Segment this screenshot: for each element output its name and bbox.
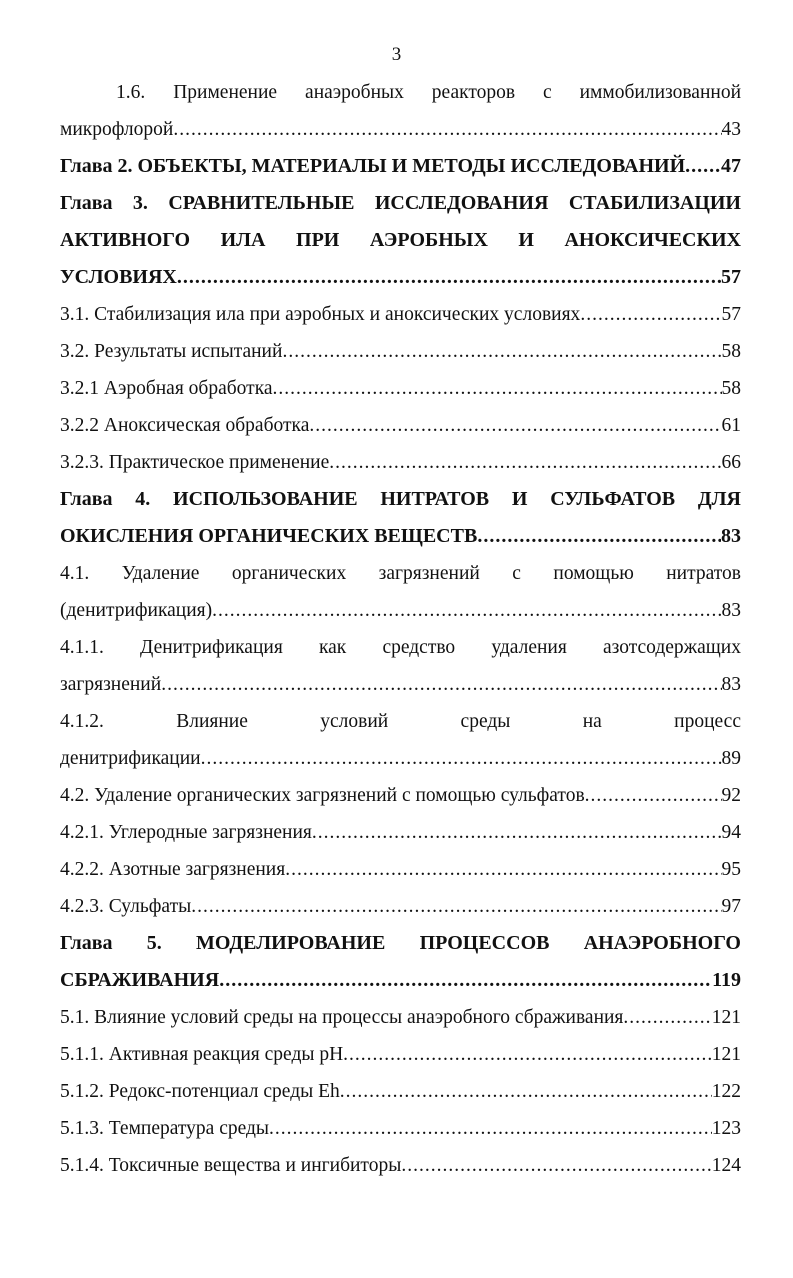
toc-entry-leader-line xyxy=(60,407,741,444)
toc-entry-title: УСЛОВИЯХ xyxy=(60,266,177,288)
toc-entry-title: 4.2.1. Углеродные загрязнения xyxy=(60,822,312,843)
toc-entry-page: 95 xyxy=(721,859,741,880)
toc-entry-line: 4.1. Удаление органических загрязнений с помощью нитратов xyxy=(60,563,741,584)
dot-leader xyxy=(177,259,721,296)
toc-entry-leader-line xyxy=(60,111,741,148)
toc-entry xyxy=(60,444,741,481)
toc-entry-leader-line xyxy=(60,851,741,888)
toc-entry xyxy=(60,1073,741,1110)
toc-entry-leader-line xyxy=(60,999,741,1036)
table-of-contents xyxy=(60,74,741,1184)
toc-entry-title: 5.1.3. Температура среды xyxy=(60,1118,270,1139)
toc-entry xyxy=(60,1036,741,1073)
toc-entry-page: 97 xyxy=(721,896,741,917)
dot-leader xyxy=(343,1036,712,1073)
toc-entry-title: 4.2.2. Азотные загрязнения xyxy=(60,859,286,880)
dot-leader xyxy=(477,518,721,555)
toc-entry-title: загрязнений xyxy=(60,674,162,695)
toc-entry-page: 57 xyxy=(721,266,741,288)
toc-entry-page: 43 xyxy=(721,119,741,140)
toc-entry xyxy=(60,370,741,407)
toc-entry-leader-line xyxy=(60,740,741,777)
toc-entry-title: 3.2. Результаты испытаний xyxy=(60,341,283,362)
toc-entry xyxy=(60,148,741,185)
toc-entry-leader-line xyxy=(60,444,741,481)
toc-entry-leader-line xyxy=(60,296,741,333)
toc-entry-leader-line xyxy=(60,666,741,703)
toc-entry-page: 123 xyxy=(711,1118,741,1139)
toc-entry-title: денитрификации xyxy=(60,748,201,769)
toc-entry-page: 58 xyxy=(721,378,741,399)
toc-entry-leader-line xyxy=(60,814,741,851)
toc-entry-title: 4.2. Удаление органических загрязнений с помощью сульфатов xyxy=(60,785,585,806)
dot-leader xyxy=(585,777,722,814)
dot-leader xyxy=(401,1147,711,1184)
toc-entry-leader-line xyxy=(60,1073,741,1110)
toc-entry-leader-line xyxy=(60,1110,741,1147)
toc-entry-page: 122 xyxy=(711,1081,741,1102)
toc-entry-title: 3.2.2 Аноксическая обработка xyxy=(60,415,310,436)
toc-entry xyxy=(60,814,741,851)
toc-entry xyxy=(60,1147,741,1184)
dot-leader xyxy=(285,851,721,888)
toc-entry-leader-line xyxy=(60,962,741,999)
toc-entry-page: 92 xyxy=(721,785,741,806)
dot-leader xyxy=(269,1110,712,1147)
dot-leader xyxy=(219,962,712,999)
toc-entry-leader-line xyxy=(60,777,741,814)
toc-entry-title: 4.2.3. Сульфаты xyxy=(60,896,192,917)
toc-entry-line: Глава 4. ИСПОЛЬЗОВАНИЕ НИТРАТОВ И СУЛЬФАТОВ ДЛЯ xyxy=(60,488,741,510)
toc-entry-line: 4.1.1. Денитрификация как средство удаления азотсодержащих xyxy=(60,637,741,658)
toc-entry-leader-line xyxy=(60,592,741,629)
dot-leader xyxy=(282,333,721,370)
toc-entry-page: 121 xyxy=(711,1044,741,1065)
toc-entry-page: 121 xyxy=(711,1007,741,1028)
toc-entry xyxy=(60,888,741,925)
toc-entry-title: 5.1.1. Активная реакция среды pH xyxy=(60,1044,344,1065)
toc-entry-title: ОКИСЛЕНИЯ ОРГАНИЧЕСКИХ ВЕЩЕСТВ xyxy=(60,525,478,547)
toc-entry-line: Глава 5. МОДЕЛИРОВАНИЕ ПРОЦЕССОВ АНАЭРОБНОГО xyxy=(60,932,741,954)
toc-entry-title: 3.2.3. Практическое применение xyxy=(60,452,330,473)
toc-entry-leader-line xyxy=(60,148,741,185)
toc-entry xyxy=(60,777,741,814)
toc-entry xyxy=(60,185,741,296)
toc-entry-page: 89 xyxy=(721,748,741,769)
dot-leader xyxy=(201,740,722,777)
toc-entry-title: 3.1. Стабилизация ила при аэробных и аноксических условиях xyxy=(60,304,581,325)
dot-leader xyxy=(191,888,721,925)
toc-entry-leader-line xyxy=(60,259,741,296)
dot-leader xyxy=(623,999,711,1036)
toc-entry xyxy=(60,296,741,333)
toc-entry-title: микрофлорой xyxy=(60,119,174,140)
toc-entry-title: СБРАЖИВАНИЯ xyxy=(60,969,220,991)
toc-entry-leader-line xyxy=(60,1147,741,1184)
toc-entry-leader-line xyxy=(60,888,741,925)
dot-leader xyxy=(309,407,721,444)
toc-entry-page: 57 xyxy=(721,304,741,325)
dot-leader xyxy=(329,444,721,481)
toc-entry-leader-line xyxy=(60,1036,741,1073)
toc-entry xyxy=(60,703,741,777)
dot-leader xyxy=(212,592,721,629)
toc-entry xyxy=(60,629,741,703)
toc-entry-line: АКТИВНОГО ИЛА ПРИ АЭРОБНЫХ И АНОКСИЧЕСКИХ xyxy=(60,229,741,251)
toc-entry-title: 5.1. Влияние условий среды на процессы анаэробного сбраживания xyxy=(60,1007,624,1028)
toc-entry-leader-line xyxy=(60,518,741,555)
toc-entry xyxy=(60,999,741,1036)
toc-entry-page: 83 xyxy=(721,525,741,547)
toc-entry-page: 83 xyxy=(721,674,741,695)
toc-entry xyxy=(60,555,741,629)
dot-leader xyxy=(273,370,722,407)
toc-entry-leader-line xyxy=(60,370,741,407)
toc-entry-title: 5.1.2. Редокс-потенциал среды Eh xyxy=(60,1081,340,1102)
page-number: 3 xyxy=(391,44,402,65)
toc-entry xyxy=(60,407,741,444)
toc-entry-line: Глава 3. СРАВНИТЕЛЬНЫЕ ИССЛЕДОВАНИЯ СТАБИЛИЗАЦИИ xyxy=(60,192,741,214)
toc-entry-page: 58 xyxy=(721,341,741,362)
toc-entry xyxy=(60,1110,741,1147)
toc-entry xyxy=(60,851,741,888)
toc-entry-page: 66 xyxy=(721,452,741,473)
dot-leader xyxy=(173,111,721,148)
dot-leader xyxy=(685,148,721,185)
toc-entry xyxy=(60,74,741,148)
toc-entry-page: 119 xyxy=(712,969,741,991)
toc-entry-line: 1.6. Применение анаэробных реакторов с иммобилизованной xyxy=(116,82,741,103)
toc-entry xyxy=(60,925,741,999)
toc-entry-page: 94 xyxy=(721,822,741,843)
toc-entry-title: 5.1.4. Токсичные вещества и ингибиторы xyxy=(60,1155,402,1176)
toc-entry xyxy=(60,481,741,555)
toc-entry-leader-line xyxy=(60,333,741,370)
toc-entry-page: 83 xyxy=(721,600,741,621)
toc-entry xyxy=(60,333,741,370)
dot-leader xyxy=(580,296,721,333)
toc-entry-title: (денитрификация) xyxy=(60,600,213,621)
toc-entry-page: 124 xyxy=(711,1155,741,1176)
toc-entry-line: 4.1.2. Влияние условий среды на процесс xyxy=(60,711,741,732)
toc-entry-page: 61 xyxy=(721,415,741,436)
toc-entry-title: Глава 2. ОБЪЕКТЫ, МАТЕРИАЛЫ И МЕТОДЫ ИССЛЕДОВАНИЙ xyxy=(60,155,686,177)
toc-entry-page: 47 xyxy=(721,155,741,177)
dot-leader xyxy=(161,666,721,703)
dot-leader xyxy=(340,1073,712,1110)
toc-entry-title: 3.2.1 Аэробная обработка xyxy=(60,378,273,399)
dot-leader xyxy=(312,814,722,851)
